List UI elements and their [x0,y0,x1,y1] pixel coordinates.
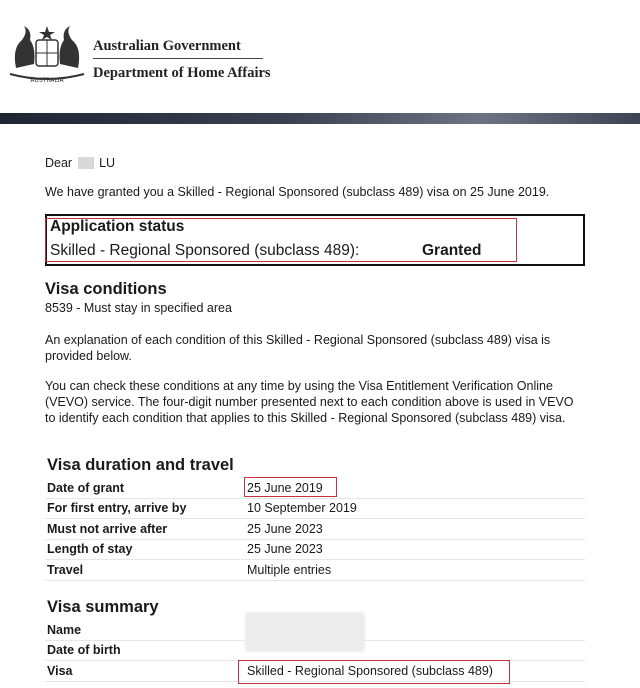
row-label: Visa [45,661,245,682]
government-name: Australian Government [93,38,241,54]
row-value: 25 June 2023 [245,539,585,560]
highlight-status [45,218,517,262]
status-heading: Application status [50,218,185,235]
row-value: 10 September 2019 [245,498,585,519]
redacted-given-name [78,157,94,169]
grant-intro: We have granted you a Skilled - Regional Sponsored (subclass 489) visa on 25 June 2019. [45,185,550,199]
row-value: 25 June 2023 [245,519,585,540]
highlight-date-of-grant [244,477,337,497]
row-label: Must not arrive after [45,519,245,540]
conditions-explanation: An explanation of each condition of this Skilled - Regional Sponsored (subclass 489) visa is provided below. [45,333,551,363]
svg-text:AUSTRALIA: AUSTRALIA [30,77,64,84]
greeting-line [45,155,585,171]
row-value: Skilled - Regional Sponsored (subclass 489) [245,661,585,682]
header-banner [0,113,640,124]
status-result: Granted [422,242,482,259]
highlight-visa [238,660,510,684]
condition-item: 8539 - Must stay in specified area [45,301,232,315]
row-label: Name [45,620,245,640]
header-divider [93,58,263,59]
duration-heading: Visa duration and travel [47,456,234,474]
letterhead [0,0,640,113]
table-row [45,519,585,540]
row-value: Multiple entries [245,560,585,581]
greeting: Dear [45,156,73,170]
table-row [45,560,585,581]
redacted-name-dob [245,612,365,652]
vevo-explanation: You can check these conditions at any time by using the Visa Entitlement Verification Online (VEVO) service. The four-digit number presented next to each condition above is used in VEVO to identify each condition that applies to this Skilled - Regional Sponsored (subclass 489) visa. [45,379,574,425]
table-row [45,539,585,560]
surname: LU [99,156,116,170]
row-label: Length of stay [45,539,245,560]
table-row [45,498,585,519]
conditions-heading: Visa conditions [45,280,167,298]
row-label: Date of birth [45,640,245,661]
row-value: 25 June 2019 [245,478,585,498]
row-label: For first entry, arrive by [45,498,245,519]
status-visa-name: Skilled - Regional Sponsored (subclass 489): [50,242,360,259]
row-label: Date of grant [45,478,245,498]
row-label: Travel [45,560,245,581]
department-name: Department of Home Affairs [93,65,271,81]
summary-heading: Visa summary [47,598,159,616]
coat-of-arms-icon [6,18,88,84]
